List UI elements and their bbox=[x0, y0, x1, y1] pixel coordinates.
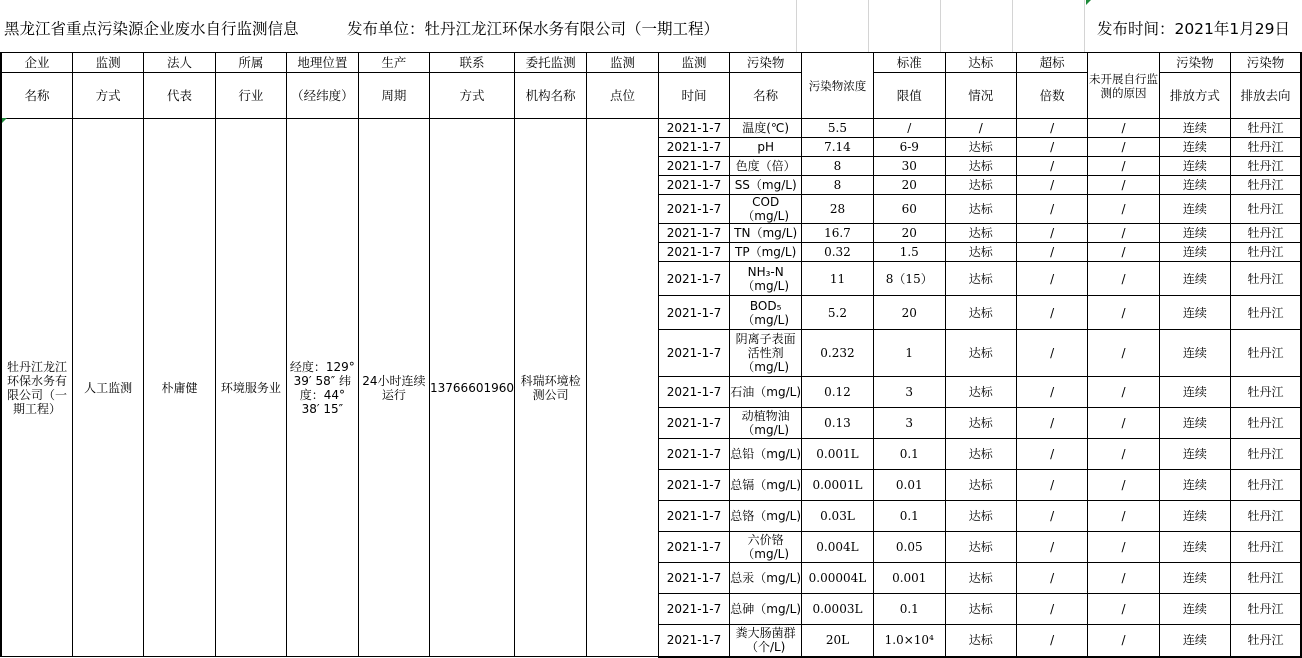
cell-discharge: 连续 bbox=[1159, 470, 1230, 501]
cell-reason: / bbox=[1088, 157, 1159, 176]
monitoring-point bbox=[587, 119, 658, 657]
cell-status: 达标 bbox=[945, 625, 1016, 657]
industry: 环境服务业 bbox=[215, 119, 286, 657]
col-header-status: 达标 bbox=[945, 53, 1016, 73]
production-cycle: 24小时连续运行 bbox=[358, 119, 429, 657]
cell-pollutant: 总砷（mg/L) bbox=[730, 594, 802, 625]
cell-concentration: 0.03L bbox=[802, 501, 874, 532]
cell-status: 达标 bbox=[945, 377, 1016, 408]
cell-multiple: / bbox=[1016, 296, 1087, 330]
col-header-point-sub: 点位 bbox=[587, 73, 658, 119]
cell-multiple: / bbox=[1016, 330, 1087, 377]
cell-reason: / bbox=[1088, 243, 1159, 262]
cell-concentration: 0.0001L bbox=[802, 470, 874, 501]
publisher-label: 发布单位：牡丹江龙江环保水务有限公司（一期工程） bbox=[347, 20, 720, 38]
cell-limit: 60 bbox=[873, 195, 945, 224]
cell-discharge: 连续 bbox=[1159, 296, 1230, 330]
cell-pollutant: COD（mg/L) bbox=[730, 195, 802, 224]
cell-limit: 1 bbox=[873, 330, 945, 377]
cell-reason: / bbox=[1088, 195, 1159, 224]
cell-discharge: 连续 bbox=[1159, 563, 1230, 594]
cell-discharge: 连续 bbox=[1159, 176, 1230, 195]
cell-limit: 0.01 bbox=[873, 470, 945, 501]
cell-reason: / bbox=[1088, 501, 1159, 532]
cell-time: 2021-1-7 bbox=[658, 408, 730, 439]
cell-limit: 20 bbox=[873, 296, 945, 330]
cell-status: 达标 bbox=[945, 439, 1016, 470]
table-row bbox=[1, 119, 1301, 138]
cell-pollutant: 温度(℃) bbox=[730, 119, 802, 138]
col-header-location: 地理位置 bbox=[287, 53, 359, 73]
col-header-limit: 标准 bbox=[873, 53, 945, 73]
comment-marker-icon bbox=[1086, 0, 1091, 5]
cell-status: 达标 bbox=[945, 532, 1016, 563]
cell-destination: 牡丹江 bbox=[1231, 532, 1301, 563]
cell-limit: 1.5 bbox=[873, 243, 945, 262]
cell-limit: 0.05 bbox=[873, 532, 945, 563]
col-header-discharge-sub: 排放方式 bbox=[1159, 73, 1230, 119]
cell-pollutant: TN（mg/L) bbox=[730, 224, 802, 243]
cell-concentration: 0.13 bbox=[802, 408, 874, 439]
cell-discharge: 连续 bbox=[1159, 330, 1230, 377]
cell-pollutant: 石油（mg/L) bbox=[730, 377, 802, 408]
cell-time: 2021-1-7 bbox=[658, 157, 730, 176]
title-cell-blank bbox=[797, 0, 869, 52]
cell-reason: / bbox=[1088, 119, 1159, 138]
cell-status: 达标 bbox=[945, 408, 1016, 439]
cell-multiple: / bbox=[1016, 532, 1087, 563]
cell-reason: / bbox=[1088, 439, 1159, 470]
cell-status: 达标 bbox=[945, 594, 1016, 625]
cell-time: 2021-1-7 bbox=[658, 330, 730, 377]
cell-pollutant: 总铬（mg/L) bbox=[730, 501, 802, 532]
cell-concentration: 0.232 bbox=[802, 330, 874, 377]
cell-status: 达标 bbox=[945, 262, 1016, 296]
cell-discharge: 连续 bbox=[1159, 625, 1230, 657]
page-title: 黑龙江省重点污染源企业废水自行监测信息 bbox=[4, 20, 299, 38]
cell-discharge: 连续 bbox=[1159, 377, 1230, 408]
cell-concentration: 0.001L bbox=[802, 439, 874, 470]
cell-limit: 20 bbox=[873, 176, 945, 195]
col-header-company-sub: 名称 bbox=[1, 73, 72, 119]
cell-discharge: 连续 bbox=[1159, 532, 1230, 563]
cell-time: 2021-1-7 bbox=[658, 501, 730, 532]
cell-pollutant: BOD₅（mg/L) bbox=[730, 296, 802, 330]
col-header-multiple: 超标 bbox=[1016, 53, 1087, 73]
cell-discharge: 连续 bbox=[1159, 439, 1230, 470]
cell-multiple: / bbox=[1016, 138, 1087, 157]
col-header-time-sub: 时间 bbox=[658, 73, 730, 119]
title-cell-blank bbox=[869, 0, 941, 52]
cell-concentration: 20L bbox=[802, 625, 874, 657]
col-header-legal-rep: 法人 bbox=[144, 53, 215, 73]
cell-multiple: / bbox=[1016, 501, 1087, 532]
cell-multiple: / bbox=[1016, 224, 1087, 243]
cell-multiple: / bbox=[1016, 408, 1087, 439]
cell-multiple: / bbox=[1016, 243, 1087, 262]
cell-reason: / bbox=[1088, 563, 1159, 594]
cell-time: 2021-1-7 bbox=[658, 470, 730, 501]
cell-concentration: 0.12 bbox=[802, 377, 874, 408]
cell-reason: / bbox=[1088, 296, 1159, 330]
col-header-status-sub: 情况 bbox=[945, 73, 1016, 119]
col-header-method: 监测 bbox=[72, 53, 143, 73]
cell-discharge: 连续 bbox=[1159, 224, 1230, 243]
cell-reason: / bbox=[1088, 224, 1159, 243]
cell-status: 达标 bbox=[945, 501, 1016, 532]
col-header-limit-sub: 限值 bbox=[873, 73, 945, 119]
cell-concentration: 5.5 bbox=[802, 119, 874, 138]
col-header-contact-sub: 方式 bbox=[430, 73, 515, 119]
cell-pollutant: 总汞（mg/L) bbox=[730, 563, 802, 594]
col-header-contact: 联系 bbox=[430, 53, 515, 73]
cell-pollutant: pH bbox=[730, 138, 802, 157]
cell-time: 2021-1-7 bbox=[658, 377, 730, 408]
title-cell-blank bbox=[941, 0, 1013, 52]
cell-discharge: 连续 bbox=[1159, 243, 1230, 262]
col-header-pollutant: 污染物 bbox=[730, 53, 802, 73]
cell-reason: / bbox=[1088, 594, 1159, 625]
cell-time: 2021-1-7 bbox=[658, 243, 730, 262]
cell-pollutant: 六价铬（mg/L) bbox=[730, 532, 802, 563]
monitoring-agency: 科瑞环境检测公司 bbox=[515, 119, 587, 657]
cell-reason: / bbox=[1088, 377, 1159, 408]
col-header-company: 企业 bbox=[1, 53, 72, 73]
cell-multiple: / bbox=[1016, 119, 1087, 138]
cell-concentration: 11 bbox=[802, 262, 874, 296]
cell-destination: 牡丹江 bbox=[1231, 408, 1301, 439]
cell-discharge: 连续 bbox=[1159, 195, 1230, 224]
cell-multiple: / bbox=[1016, 625, 1087, 657]
cell-destination: 牡丹江 bbox=[1231, 195, 1301, 224]
cell-discharge: 连续 bbox=[1159, 594, 1230, 625]
cell-discharge: 连续 bbox=[1159, 408, 1230, 439]
cell-concentration: 0.00004L bbox=[802, 563, 874, 594]
cell-reason: / bbox=[1088, 532, 1159, 563]
col-header-legal-rep-sub: 代表 bbox=[144, 73, 215, 119]
cell-multiple: / bbox=[1016, 377, 1087, 408]
cell-destination: 牡丹江 bbox=[1231, 594, 1301, 625]
cell-concentration: 16.7 bbox=[802, 224, 874, 243]
cell-status: 达标 bbox=[945, 138, 1016, 157]
geo-location: 经度：129° 39′ 58″ 纬度：44° 38′ 15″ bbox=[287, 119, 359, 657]
cell-time: 2021-1-7 bbox=[658, 176, 730, 195]
monitoring-table bbox=[0, 52, 1302, 658]
cell-concentration: 7.14 bbox=[802, 138, 874, 157]
cell-destination: 牡丹江 bbox=[1231, 119, 1301, 138]
cell-status: 达标 bbox=[945, 470, 1016, 501]
cell-status: 达标 bbox=[945, 243, 1016, 262]
col-header-agency: 委托监测 bbox=[515, 53, 587, 73]
cell-reason: / bbox=[1088, 262, 1159, 296]
cell-destination: 牡丹江 bbox=[1231, 157, 1301, 176]
cell-pollutant: 色度（倍） bbox=[730, 157, 802, 176]
cell-multiple: / bbox=[1016, 157, 1087, 176]
cell-time: 2021-1-7 bbox=[658, 563, 730, 594]
cell-destination: 牡丹江 bbox=[1231, 262, 1301, 296]
cell-multiple: / bbox=[1016, 563, 1087, 594]
col-header-industry-sub: 行业 bbox=[215, 73, 286, 119]
comment-marker-icon bbox=[2, 118, 7, 123]
cell-status: 达标 bbox=[945, 176, 1016, 195]
cell-multiple: / bbox=[1016, 439, 1087, 470]
cell-limit: 3 bbox=[873, 377, 945, 408]
cell-limit: / bbox=[873, 119, 945, 138]
col-header-location-sub: （经纬度） bbox=[287, 73, 359, 119]
cell-pollutant: TP（mg/L) bbox=[730, 243, 802, 262]
cell-destination: 牡丹江 bbox=[1231, 138, 1301, 157]
cell-destination: 牡丹江 bbox=[1231, 176, 1301, 195]
cell-destination: 牡丹江 bbox=[1231, 224, 1301, 243]
cell-limit: 3 bbox=[873, 408, 945, 439]
cell-pollutant: 阴离子表面活性剂（mg/L) bbox=[730, 330, 802, 377]
cell-time: 2021-1-7 bbox=[658, 138, 730, 157]
cell-destination: 牡丹江 bbox=[1231, 470, 1301, 501]
cell-limit: 1.0×10⁴ bbox=[873, 625, 945, 657]
cell-reason: / bbox=[1088, 138, 1159, 157]
cell-concentration: 0.004L bbox=[802, 532, 874, 563]
publish-date: 发布时间：2021年1月29日 bbox=[1096, 20, 1290, 38]
cell-reason: / bbox=[1088, 408, 1159, 439]
col-header-cycle: 生产 bbox=[358, 53, 429, 73]
cell-multiple: / bbox=[1016, 594, 1087, 625]
cell-time: 2021-1-7 bbox=[658, 439, 730, 470]
cell-destination: 牡丹江 bbox=[1231, 296, 1301, 330]
cell-concentration: 28 bbox=[802, 195, 874, 224]
title-row bbox=[0, 0, 1302, 52]
header-row-top bbox=[1, 53, 1301, 73]
cell-reason: / bbox=[1088, 176, 1159, 195]
cell-time: 2021-1-7 bbox=[658, 296, 730, 330]
cell-destination: 牡丹江 bbox=[1231, 330, 1301, 377]
cell-discharge: 连续 bbox=[1159, 501, 1230, 532]
cell-limit: 0.1 bbox=[873, 439, 945, 470]
cell-status: 达标 bbox=[945, 330, 1016, 377]
cell-limit: 6-9 bbox=[873, 138, 945, 157]
cell-destination: 牡丹江 bbox=[1231, 377, 1301, 408]
col-header-industry: 所属 bbox=[215, 53, 286, 73]
cell-limit: 8（15） bbox=[873, 262, 945, 296]
cell-multiple: / bbox=[1016, 195, 1087, 224]
col-header-method-sub: 方式 bbox=[72, 73, 143, 119]
cell-time: 2021-1-7 bbox=[658, 532, 730, 563]
cell-status: 达标 bbox=[945, 563, 1016, 594]
cell-time: 2021-1-7 bbox=[658, 625, 730, 657]
cell-status: 达标 bbox=[945, 224, 1016, 243]
cell-concentration: 0.0003L bbox=[802, 594, 874, 625]
cell-pollutant: NH₃-N（mg/L) bbox=[730, 262, 802, 296]
cell-concentration: 8 bbox=[802, 176, 874, 195]
cell-limit: 0.001 bbox=[873, 563, 945, 594]
cell-status: / bbox=[945, 119, 1016, 138]
col-header-multiple-sub: 倍数 bbox=[1016, 73, 1087, 119]
col-header-time: 监测 bbox=[658, 53, 730, 73]
cell-destination: 牡丹江 bbox=[1231, 501, 1301, 532]
cell-limit: 20 bbox=[873, 224, 945, 243]
cell-concentration: 5.2 bbox=[802, 296, 874, 330]
contact-phone: 13766601960 bbox=[430, 119, 515, 657]
cell-destination: 牡丹江 bbox=[1231, 439, 1301, 470]
cell-time: 2021-1-7 bbox=[658, 224, 730, 243]
cell-destination: 牡丹江 bbox=[1231, 243, 1301, 262]
monitoring-method: 人工监测 bbox=[72, 119, 143, 657]
cell-concentration: 8 bbox=[802, 157, 874, 176]
cell-pollutant: 总镉（mg/L) bbox=[730, 470, 802, 501]
col-header-reason: 未开展自行监测的原因 bbox=[1088, 53, 1159, 119]
cell-multiple: / bbox=[1016, 262, 1087, 296]
cell-time: 2021-1-7 bbox=[658, 119, 730, 138]
cell-reason: / bbox=[1088, 330, 1159, 377]
cell-concentration: 0.32 bbox=[802, 243, 874, 262]
legal-representative: 朴庸健 bbox=[144, 119, 215, 657]
col-header-pollutant-sub: 名称 bbox=[730, 73, 802, 119]
cell-discharge: 连续 bbox=[1159, 138, 1230, 157]
col-header-destination: 污染物 bbox=[1231, 53, 1301, 73]
cell-reason: / bbox=[1088, 470, 1159, 501]
cell-time: 2021-1-7 bbox=[658, 594, 730, 625]
col-header-point: 监测 bbox=[587, 53, 658, 73]
col-header-concentration: 污染物浓度 bbox=[802, 53, 874, 119]
cell-limit: 0.1 bbox=[873, 594, 945, 625]
cell-discharge: 连续 bbox=[1159, 262, 1230, 296]
company-name: 牡丹江龙江环保水务有限公司（一期工程） bbox=[1, 119, 72, 657]
title-cell-blank bbox=[1013, 0, 1085, 52]
cell-status: 达标 bbox=[945, 157, 1016, 176]
cell-discharge: 连续 bbox=[1159, 119, 1230, 138]
cell-multiple: / bbox=[1016, 470, 1087, 501]
cell-status: 达标 bbox=[945, 296, 1016, 330]
cell-destination: 牡丹江 bbox=[1231, 625, 1301, 657]
cell-pollutant: 总铅（mg/L) bbox=[730, 439, 802, 470]
cell-pollutant: SS（mg/L) bbox=[730, 176, 802, 195]
col-header-destination-sub: 排放去向 bbox=[1231, 73, 1301, 119]
cell-pollutant: 动植物油（mg/L) bbox=[730, 408, 802, 439]
cell-time: 2021-1-7 bbox=[658, 262, 730, 296]
cell-pollutant: 粪大肠菌群（个/L) bbox=[730, 625, 802, 657]
cell-discharge: 连续 bbox=[1159, 157, 1230, 176]
cell-reason: / bbox=[1088, 625, 1159, 657]
cell-destination: 牡丹江 bbox=[1231, 563, 1301, 594]
cell-limit: 30 bbox=[873, 157, 945, 176]
cell-time: 2021-1-7 bbox=[658, 195, 730, 224]
cell-limit: 0.1 bbox=[873, 501, 945, 532]
cell-status: 达标 bbox=[945, 195, 1016, 224]
col-header-cycle-sub: 周期 bbox=[358, 73, 429, 119]
col-header-discharge: 污染物 bbox=[1159, 53, 1230, 73]
cell-multiple: / bbox=[1016, 176, 1087, 195]
col-header-agency-sub: 机构名称 bbox=[515, 73, 587, 119]
